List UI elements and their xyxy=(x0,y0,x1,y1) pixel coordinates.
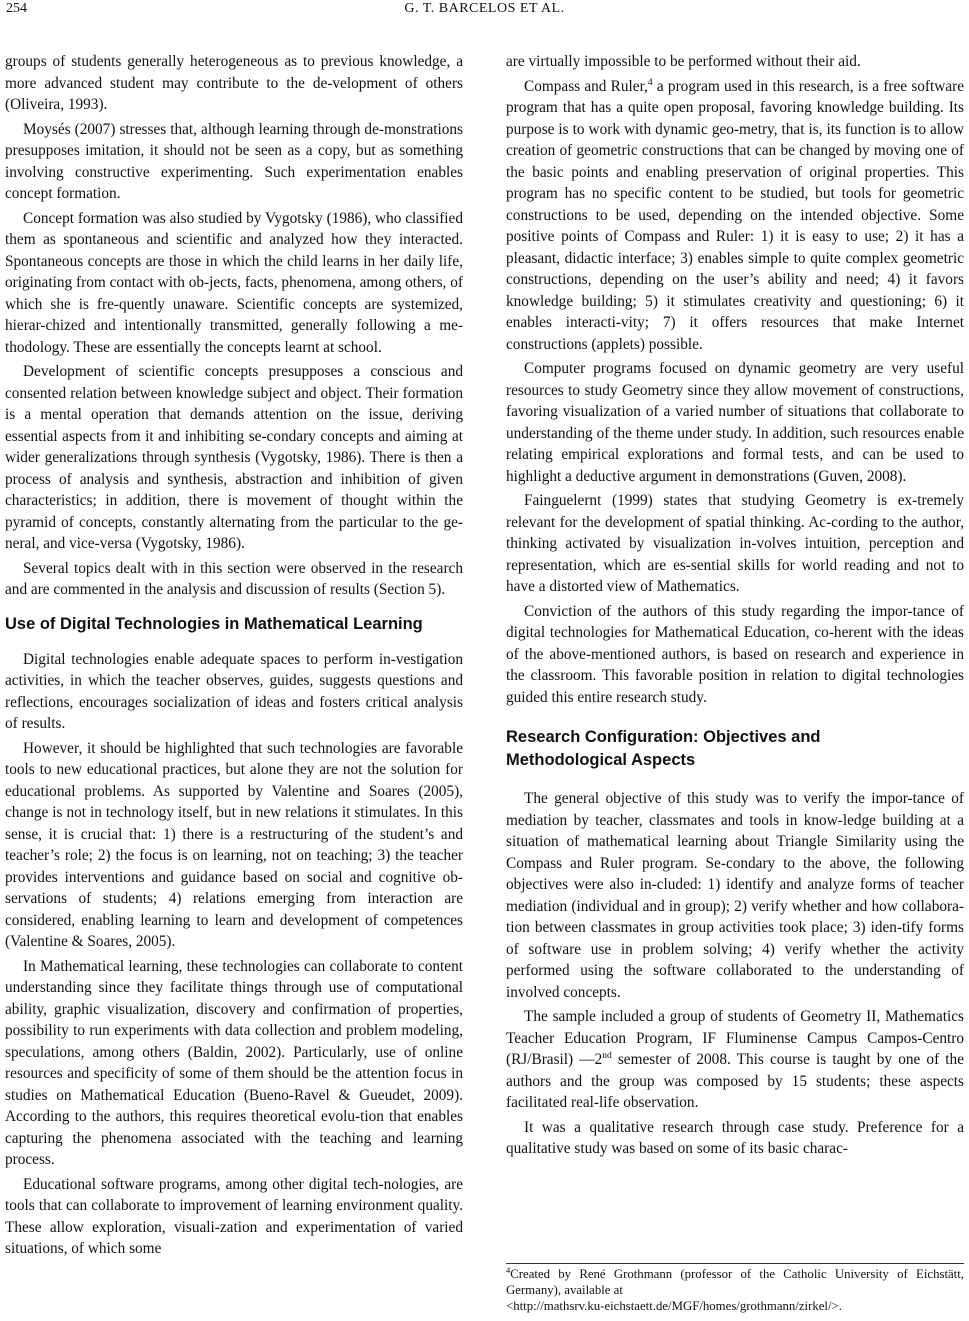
heading-line: Methodological Aspects xyxy=(506,751,696,769)
paragraph: groups of students generally heterogeneous as to previous knowledge, a more advanced student may contribute to the de-velopment of others (Oliveira, 1993). xyxy=(5,53,463,113)
paragraph: Concept formation was also studied by Vygotsky (1986), who classified them as spontaneous and scientific and analyzed how they interacted. Spontaneous concepts are those in which the child learns in her daily life, originating from contact with ob-jects, facts, phenomena, among others, of which she is fre-quently unaware. Scientific concepts are systemized, hierar-chized and intentionally transmitted, generally following a me-thodology. These are essentially the concepts learnt at school. xyxy=(5,209,463,356)
paragraph: Conviction of the authors of this study regarding the impor-tance of digital technologies for Mathematical Education, co-herent with the ideas of the above-mentioned authors, is based on research and experience in the classroom. This favorable position in relation to digital technologies guided this entire research study. xyxy=(506,602,964,706)
paragraph: Fainguelernt (1999) states that studying Geometry is ex-tremely relevant for the development of spatial thinking. Ac-cording to the author, thinking activated by visualization in-volves intuition, perception and representation, which are es-sential skills for world reading and not to have a distorted view of Mathematics. xyxy=(506,492,964,595)
paragraph: The general objective of this study was to verify the impor-tance of mediation by teacher, classmates and tools in know-ledge building at a situation of mathematical learning about Triangle Similarity using the Compass and Ruler program. Se-condary to the above, the following objectives were also in-cluded: 1) identify and analyze forms of teacher mediation (individual and in group); 2) verify whether and how collabora-tion between classmates in group activities took place; 3) iden-tify forms of software use in problem solving; 4) verify whether the activity performed using the software collaborated to the understanding of involved concepts. xyxy=(506,790,964,1001)
page-number: 254 xyxy=(6,1,27,16)
running-head: G. T. BARCELOS ET AL. xyxy=(404,1,565,16)
section-heading xyxy=(506,726,964,772)
paragraph: Computer programs focused on dynamic geometry are very useful resources to study Geometry since they allow movement of constructions, favoring visualization of a varied number of situations that collaborate to understanding of the theme under study. In addition, such resources enable relating empirical explorations and formal tests, and can be used to highlight a deductive argument in demonstrations (Guven, 2008). xyxy=(506,360,964,485)
text-span: a program used in this research, is a free software program that has a quite open proposal, favoring knowledge building. Its purpose is to work with dynamic geo-metry, that is, its function is to allow creation of geometric constructions that can be changed by moving one of the basic points and enabling preservation of original properties. This program has no specific content to be studied, but tools for geometric constructions to be used, depending on the intended objective. Some positive points of Compass and Ruler: 1) it is easy to use; 2) it has a pleasant, didactic interface; 3) enables simple to quite complex geometric constructions, depending on the user’s ability and need; 4) it favors knowledge building; 5) it stimulates creativity and questioning; 6) it enables interacti-vity; 7) it offers resources that make Internet constructions (applets) possible. xyxy=(506,77,964,353)
footnote-reference: 4 xyxy=(647,77,653,88)
paragraph: Digital technologies enable adequate spaces to perform in-vestigation activities, in which the teacher observes, guides, suggests questions and reflections, encourages socialization of ideas and fosters critical analysis of results. xyxy=(5,650,463,732)
text-span: The sample included a group of students of Geometry II, Mathematics Teacher Education Program, IF Fluminense Campus Campos-Centro (RJ/Brasil) —2 xyxy=(506,1008,964,1068)
paragraph xyxy=(506,1006,964,1114)
paragraph: Several topics dealt with in this section were observed in the research and are commented in the analysis and discussion of results (Section 5). xyxy=(5,559,463,598)
footnote-divider xyxy=(506,1263,964,1264)
page-header xyxy=(0,0,969,20)
footnote xyxy=(506,1266,964,1314)
paragraph: Moysés (2007) stresses that, although learning through de-monstrations presupposes imitation, it should not be seen as a copy, but as something involving constructive experimenting. Such experimentation enables concept formation. xyxy=(5,120,463,202)
paragraph: Development of scientific concepts presupposes a conscious and consented relation between knowledge subject and object. Their formation is a mental operation that demands attention on the issue, deriving essential aspects from it and inhibiting se-condary concepts and aiming at wider generalizations through synthesis (Vygotsky, 1986). There is then a process of analysis and synthesis, abstraction and inhibition of given characteristics; in addition, there is movement of thought within the pyramid of concepts, constantly alternating from the particular to the ge-neral, and vice-versa (Vygotsky, 1986). xyxy=(5,363,463,552)
footnote-mark: 4 xyxy=(506,1265,511,1275)
paragraph: It was a qualitative research through case study. Preference for a qualitative study was based on some of its basic charac- xyxy=(506,1118,964,1157)
paragraph: are virtually impossible to be performed without their aid. xyxy=(506,53,861,70)
text-span: semester of 2008. This course is taught by one of the authors and the group was composed by 15 students; these aspects facilitated real-life observation. xyxy=(506,1051,964,1111)
paragraph: However, it should be highlighted that such technologies are favorable tools to new educational practices, but alone they are not the solution for educational problems. As supported by Valentine and Soares (2005), change is not in technology itself, but in new relations it stimulates. In this sense, it is crucial that: 1) there is a restructuring of the student’s and teacher’s role; 2) the focus is on learning, not on teaching; 3) the teacher provides interventions and guidance based on social and cognitive ob-servations of students; 4) relations emerging from interaction are considered, enabling learning to learn and development of competences (Valentine & Soares, 2005). xyxy=(5,739,463,950)
left-column xyxy=(5,51,463,1263)
paragraph xyxy=(506,76,964,356)
ordinal-suffix: nd xyxy=(602,1051,612,1061)
heading-line: Research Configuration: Objectives and xyxy=(506,728,821,746)
text-span: Compass and Ruler, xyxy=(524,77,648,95)
paragraph: In Mathematical learning, these technologies can collaborate to content understanding since they facilitate things through use of computational ability, graphic visualization, discovery and confirmation of properties, possibility to run experiments with data collection and problem modeling, speculations, among others (Baldin, 2002). Particularly, use of online resources and specificity of some of them should be the attention focus in studies on Mathematical Education (Bueno-Ravel & Gueudet, 2009). According to the authors, this requires theoretical evolu-tion that enables capturing the phenomena associated with the teaching and learning process. xyxy=(5,957,463,1168)
footnote-url: <http://mathsrv.ku-eichstaett.de/MGF/homes/grothmann/zirkel/>. xyxy=(506,1299,842,1313)
footnote-text: Created by René Grothmann (professor of the Catholic University of Eichstätt, Germany), available at xyxy=(506,1267,964,1297)
paragraph: Educational software programs, among other digital tech-nologies, are tools that can collaborate to improvement of learning environment quality. These allow exploration, visuali-zation and experimentation of varied situations, of which some xyxy=(5,1175,463,1257)
right-column xyxy=(506,51,964,1163)
section-heading: Use of Digital Technologies in Mathematical Learning xyxy=(5,614,423,633)
